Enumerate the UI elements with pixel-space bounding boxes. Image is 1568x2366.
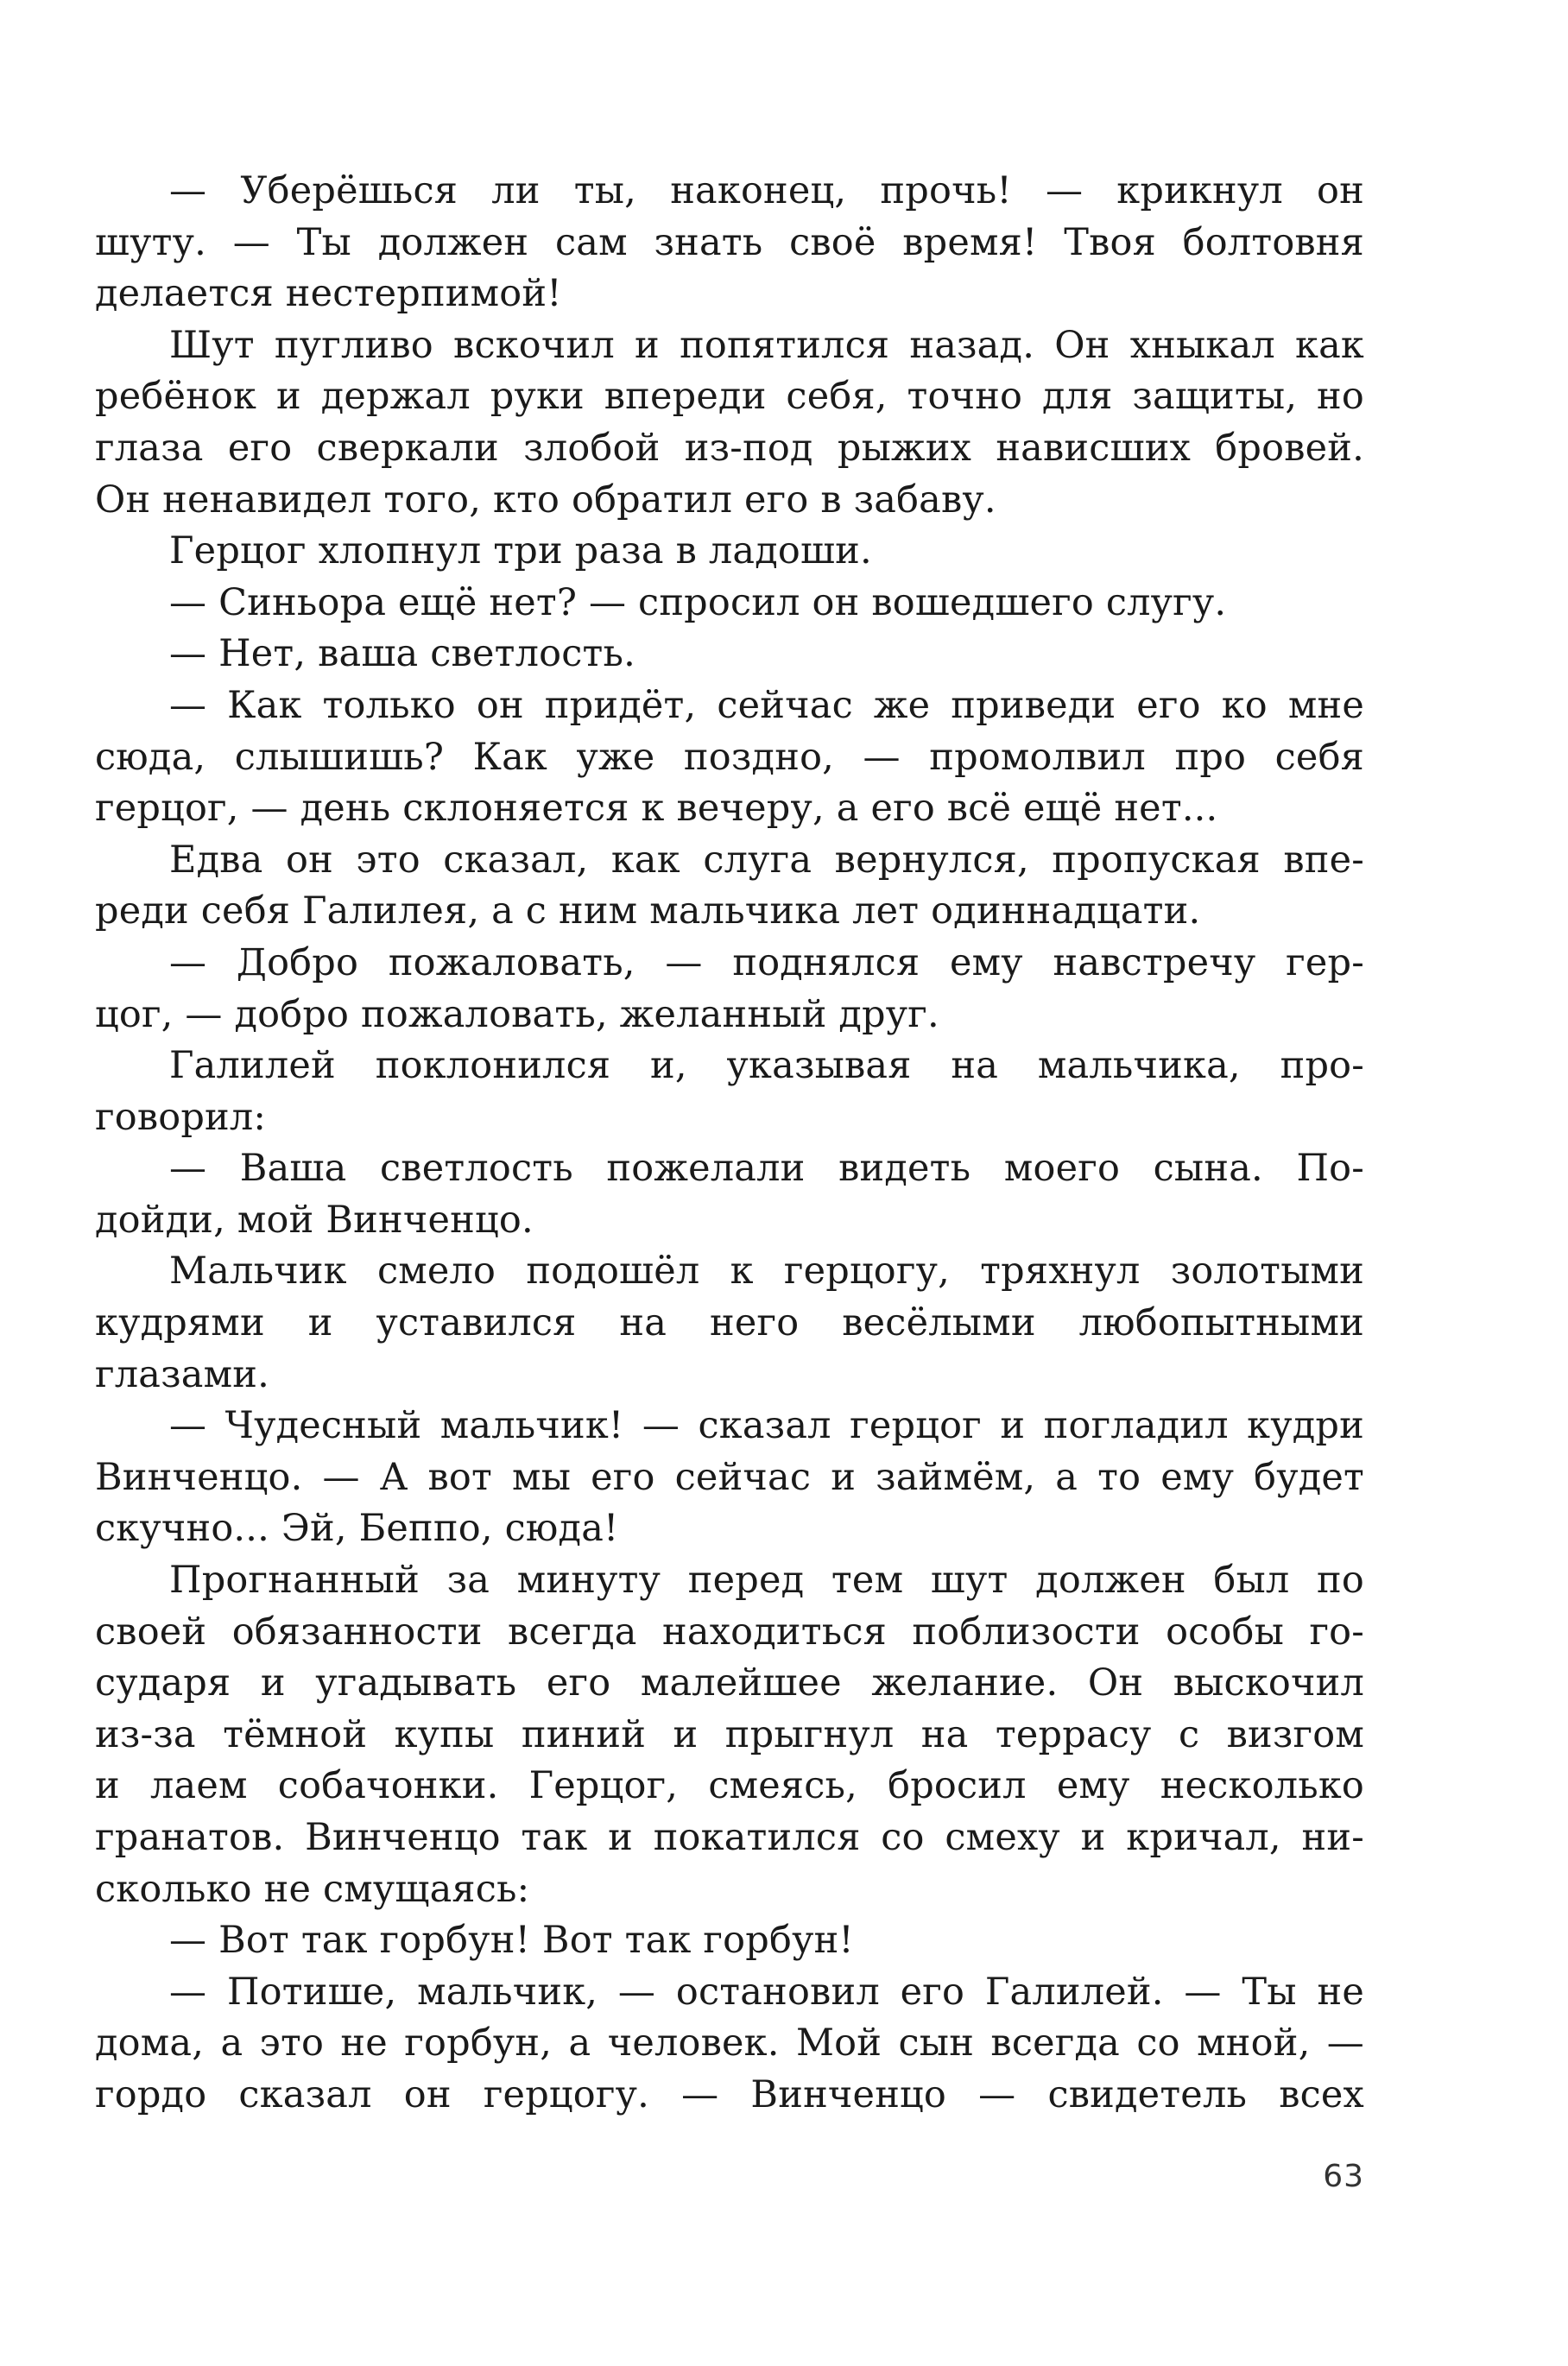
text-line: сколько не смущаясь: [95, 1867, 530, 1911]
text-line: Он ненавидел того, кто обратил его в забаву. [95, 478, 996, 522]
text-line: Герцог хлопнул три раза в ладоши. [169, 529, 872, 573]
body-text [95, 166, 1364, 2122]
text-line: Винченцо. — А вот мы его сейчас и займём, а то ему будет [95, 1455, 1364, 1499]
text-line: — Вот так горбун! Вот так горбун! [169, 1919, 854, 1963]
text-line: — Как только он придёт, сейчас же приведи его ко мне [169, 683, 1364, 727]
text-line: герцог, — день склоняется к вечеру, а его всё ещё нет... [95, 787, 1218, 831]
text-line: гранатов. Винченцо так и покатился со смеху и кричал, ни- [95, 1816, 1364, 1859]
text-line: Шут пугливо вскочил и попятился назад. Он хныкал как [169, 323, 1364, 367]
text-line: — Чудесный мальчик! — сказал герцог и погладил кудри [169, 1404, 1364, 1448]
page-number: 63 [1323, 2159, 1364, 2194]
text-line: — Добро пожаловать, — поднялся ему навстречу гер- [169, 940, 1364, 984]
text-line: скучно... Эй, Беппо, сюда! [95, 1507, 619, 1551]
text-line: делается нестерпимой! [95, 272, 562, 316]
text-line: — Уберёшься ли ты, наконец, прочь! — крикнул он [169, 169, 1364, 212]
text-line: глаза его сверкали злобой из-под рыжих нависших бровей. [95, 426, 1364, 470]
text-line: цог, — добро пожаловать, желанный друг. [95, 992, 939, 1036]
text-line: своей обязанности всегда находиться поблизости особы го- [95, 1610, 1364, 1654]
text-line: — Ваша светлость пожелали видеть моего сына. По- [169, 1147, 1364, 1191]
text-line: — Нет, ваша светлость. [169, 632, 635, 676]
text-line: шуту. — Ты должен сам знать своё время! Твоя болтовня [95, 220, 1364, 264]
text-line: — Потише, мальчик, — остановил его Галилей. — Ты не [169, 1970, 1364, 2014]
text-line: говорил: [95, 1095, 267, 1139]
text-line: сударя и угадывать его малейшее желание. Он выскочил [95, 1661, 1364, 1705]
text-line: и лаем собачонки. Герцог, смеясь, бросил ему несколько [95, 1764, 1364, 1808]
text-line: дойди, мой Винченцо. [95, 1198, 534, 1242]
text-line: Мальчик смело подошёл к герцогу, тряхнул золотыми [169, 1249, 1364, 1294]
text-line: — Синьора ещё нет? — спросил он вошедшего слугу. [169, 580, 1227, 624]
text-line: Прогнанный за минуту перед тем шут должен был по [169, 1559, 1364, 1603]
text-line: сюда, слышишь? Как уже поздно, — промолвил про себя [95, 735, 1364, 779]
text-line: кудрями и уставился на него весёлыми любопытными [95, 1301, 1364, 1345]
text-line: ребёнок и держал руки впереди себя, точно для защиты, но [95, 375, 1364, 419]
text-line: Галилей поклонился и, указывая на мальчика, про- [169, 1044, 1364, 1088]
text-line: реди себя Галилея, а с ним мальчика лет одиннадцати. [95, 889, 1201, 933]
text-line: Едва он это сказал, как слуга вернулся, пропуская впе- [169, 838, 1364, 882]
text-line: дома, а это не горбун, а человек. Мой сын всегда со мной, — [95, 2021, 1364, 2066]
text-line: гордо сказал он герцогу. — Винченцо — свидетель всех [95, 2072, 1364, 2116]
text-line: из-за тёмной купы пиний и прыгнул на террасу с визгом [95, 1712, 1364, 1756]
text-line: глазами. [95, 1352, 269, 1396]
